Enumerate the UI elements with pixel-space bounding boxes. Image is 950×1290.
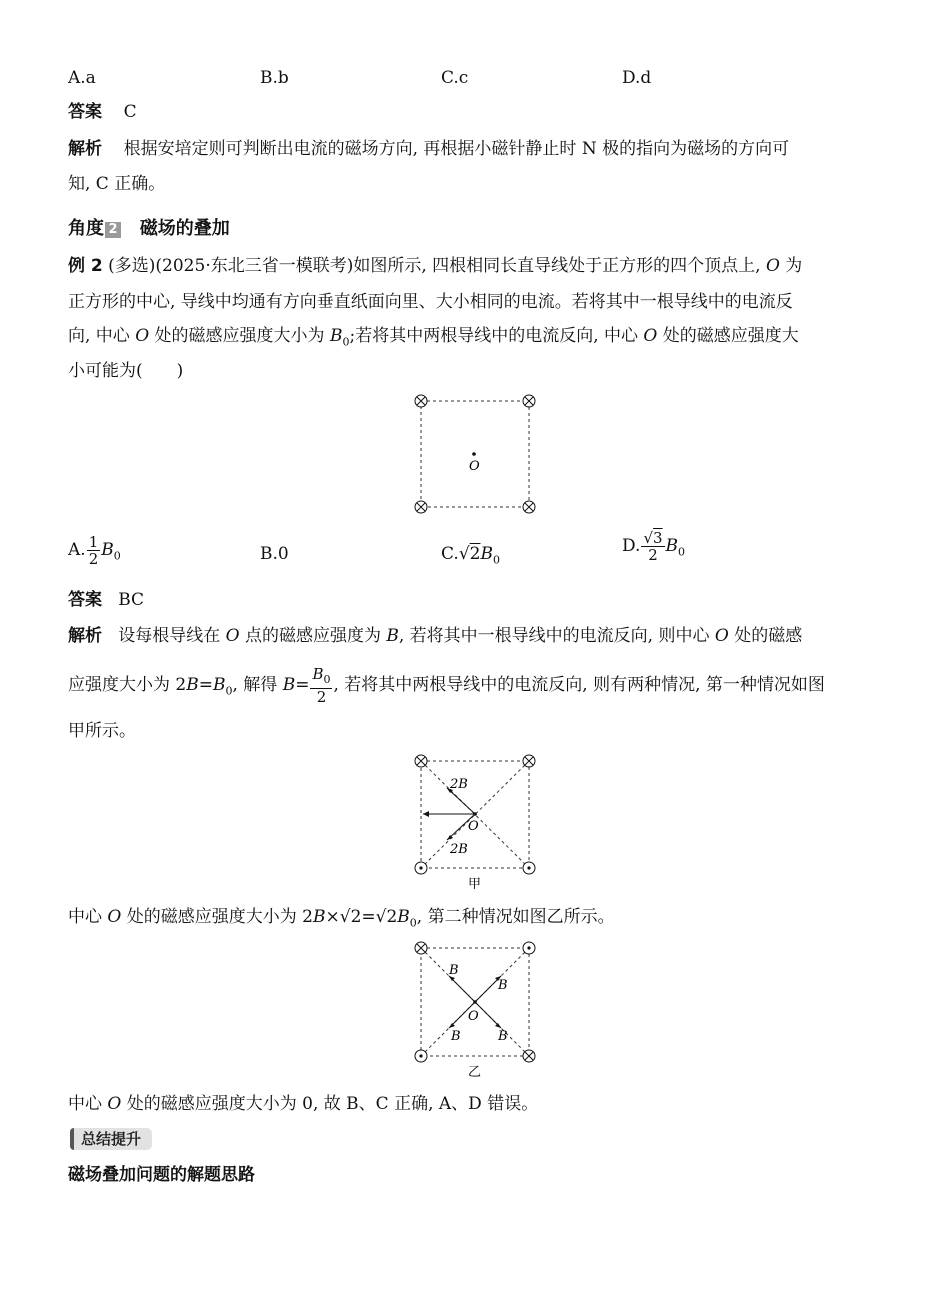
center-label: O (468, 1009, 479, 1024)
center-dot (472, 452, 476, 456)
analysis-text: 中心 (68, 907, 108, 927)
subscript: 0 (113, 549, 121, 563)
analysis-text: , 若将其中一根导线中的电流反向, 则中心 (398, 626, 715, 646)
var-o: O (107, 907, 122, 927)
analysis-text: 处的磁感应强度大小为 0, 故 B、C 正确, A、D 错误。 (121, 1094, 539, 1114)
denominator: 2 (316, 688, 327, 706)
var-b: B (386, 626, 399, 646)
var-b: B (329, 326, 343, 346)
choice-d (622, 530, 685, 564)
choice-prefix: A. (68, 540, 86, 560)
analysis-label: 解析 (68, 139, 102, 159)
radicand: 2 (469, 544, 481, 564)
analysis2-line1 (68, 624, 888, 648)
wire-out-icon (415, 862, 427, 874)
analysis-text: 点的磁感应强度为 (239, 626, 387, 646)
analysis-text: × (325, 907, 340, 927)
numerator (641, 530, 664, 547)
center-label: O (469, 459, 480, 474)
wire-in-icon (523, 395, 535, 407)
subscript: 0 (492, 553, 500, 567)
choice-c (441, 544, 500, 566)
vector-label: B (449, 963, 459, 978)
vector-label: B (451, 1029, 461, 1044)
vector-label: 2B (450, 777, 468, 792)
example-text: 处的磁感应强度大小为 (149, 326, 330, 346)
wire-out-icon (523, 942, 535, 954)
answer-value: C (123, 102, 137, 122)
var-b: B (186, 675, 199, 695)
answer2 (68, 588, 888, 612)
subscript: 0 (409, 916, 417, 930)
var-o: O (765, 256, 780, 276)
var-o: O (225, 626, 240, 646)
figure-jia (405, 750, 545, 895)
var-b: B (665, 536, 679, 556)
sqrt-icon: √ (643, 529, 653, 547)
analysis2-line3: 甲所示。 (68, 721, 136, 741)
figure-caption: 甲 (468, 877, 482, 892)
center-dot (473, 1000, 477, 1004)
wire-in-icon (415, 501, 427, 513)
analysis-text: , 若将其中两根导线中的电流反向, 则有两种情况, 第一种情况如图 (333, 675, 825, 695)
example-text: ;若将其中两根导线中的电流反向, 中心 (349, 326, 644, 346)
wire-in-icon (523, 1050, 535, 1062)
example-line4: 小可能为( ) (68, 361, 184, 381)
var-b: B (212, 675, 226, 695)
sqrt-icon: √ (339, 907, 351, 927)
analysis2-line5 (68, 1092, 888, 1116)
var-o: O (714, 626, 729, 646)
example-line3 (68, 324, 888, 354)
figure-square-wires (410, 390, 540, 520)
choice-prefix: C. (441, 544, 459, 564)
denominator: 2 (88, 550, 99, 568)
wire-in-icon (523, 501, 535, 513)
example-label: 例 2 (68, 256, 103, 276)
example-text: 向, 中心 (68, 326, 136, 346)
option-d: D.d (622, 68, 652, 88)
summary-title: 磁场叠加问题的解题思路 (68, 1165, 255, 1185)
choice-b: B.0 (260, 544, 289, 564)
example-line2: 正方形的中心, 导线中均通有方向垂直纸面向里、大小相同的电流。若将其中一根导线中的电流反 (68, 292, 793, 312)
wire-out-icon (523, 862, 535, 874)
q1-analysis-line2: 知, C 正确。 (68, 174, 166, 194)
answer-label: 答案 (68, 102, 102, 122)
answer-value: BC (118, 590, 145, 610)
example-line1 (68, 254, 888, 278)
analysis-text: , 第二种情况如图乙所示。 (416, 907, 615, 927)
analysis2-line4 (68, 905, 888, 935)
q1-answer (68, 100, 888, 124)
figure-yi (405, 936, 545, 1081)
vector-label: 2B (450, 842, 468, 857)
fraction (641, 530, 664, 563)
wire-in-icon (415, 755, 427, 767)
analysis-text: 根据安培定则可判断出电流的磁场方向, 再根据小磁针静止时 N 极的指向为磁场的方向可 (123, 139, 790, 159)
section-number-badge: 2 (105, 222, 121, 238)
analysis-text: 中心 (68, 1094, 108, 1114)
var-b: B (282, 675, 296, 695)
subscript: 0 (323, 673, 331, 686)
var-b: B (312, 907, 326, 927)
analysis-text: 2 (386, 907, 398, 927)
analysis-label: 解析 (68, 626, 102, 646)
numerator: 1 (88, 533, 99, 551)
var-b: B (312, 665, 324, 683)
sqrt-icon: √ (375, 907, 387, 927)
example-text: 为 (779, 256, 803, 276)
vector-label: B (498, 978, 508, 993)
example-text: (多选)(2025·东北三省一模联考)如图所示, 四根相同长直导线处于正方形的四个顶点上, (108, 256, 766, 276)
fraction (310, 666, 332, 705)
fraction (87, 534, 101, 567)
var-o: O (107, 1094, 122, 1114)
example-text: 处的磁感应强度大 (657, 326, 799, 346)
analysis-text: , 解得 (232, 675, 283, 695)
center-label: O (468, 819, 479, 834)
analysis-text: 设每根导线在 (118, 626, 226, 646)
var-b: B (101, 540, 114, 560)
analysis-text: = (198, 675, 213, 695)
analysis-text: 处的磁感 (728, 626, 803, 646)
analysis-text: = (295, 675, 310, 695)
wire-in-icon (523, 755, 535, 767)
analysis-text: 处的磁感应强度大小为 2 (121, 907, 313, 927)
var-o: O (643, 326, 658, 346)
radicand: 3 (653, 529, 663, 547)
answer-label: 答案 (68, 590, 102, 610)
var-b: B (397, 907, 410, 927)
subscript: 0 (342, 335, 350, 349)
choice-prefix: D. (622, 536, 641, 556)
option-c: C.c (441, 68, 469, 88)
denominator: 2 (648, 546, 658, 564)
analysis2-line2 (68, 666, 888, 708)
wire-in-icon (415, 942, 427, 954)
var-b: B (480, 544, 493, 564)
sqrt-icon: √ (458, 544, 470, 564)
subscript: 0 (225, 684, 233, 698)
section-title: 磁场的叠加 (139, 218, 230, 239)
subscript: 0 (678, 545, 686, 559)
figure-caption: 乙 (468, 1065, 482, 1080)
section-prefix: 角度 (68, 218, 104, 239)
option-b: B.b (260, 68, 289, 88)
center-dot (473, 812, 477, 816)
choice-a (68, 534, 121, 568)
wire-in-icon (415, 395, 427, 407)
wire-out-icon (415, 1050, 427, 1062)
analysis-text: 应强度大小为 2 (68, 675, 187, 695)
var-o: O (135, 326, 150, 346)
vector-label: B (498, 1029, 508, 1044)
summary-tag: 总结提升 (70, 1128, 152, 1150)
numerator (310, 666, 332, 689)
section-heading (68, 217, 888, 241)
analysis-text: 2= (350, 907, 376, 927)
arrowhead (449, 1023, 455, 1028)
arrowhead (495, 1023, 501, 1028)
q1-analysis-line1 (68, 137, 888, 161)
option-a: A.a (68, 68, 96, 88)
arrowhead (423, 811, 429, 817)
